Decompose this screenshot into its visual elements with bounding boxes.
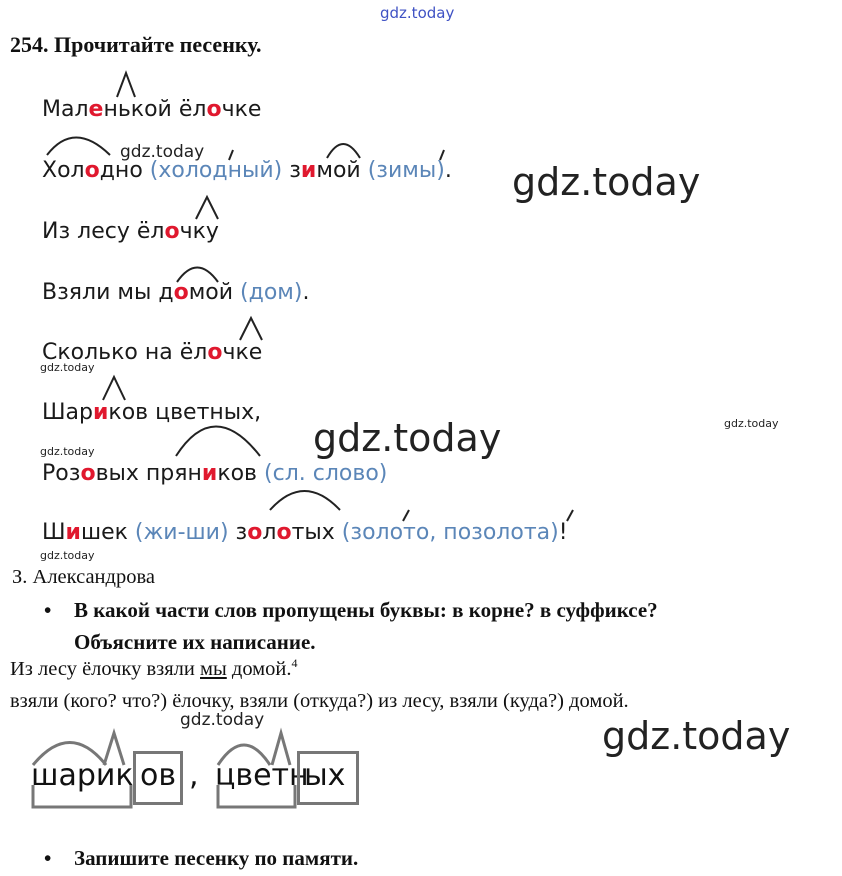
poem-line-3: Из лесу ёлочку <box>42 219 219 244</box>
poem-line-8: Шишек (жи-ши) золотых (золото, позолота)! <box>42 520 568 545</box>
poem-line-5: Сколько на ёлочке <box>42 340 263 365</box>
poem-line-1: Маленькой ёлочке <box>42 97 262 122</box>
poem-line-6: Шариков цветных, <box>42 400 262 425</box>
morpheme-word-2-root: цветн <box>215 758 309 793</box>
watermark-tiny-2: gdz.today <box>724 417 779 430</box>
watermark-tiny-3: gdz.today <box>40 445 95 458</box>
morpheme-word-1-root: шарик <box>31 758 134 793</box>
morpheme-comma: , <box>189 758 199 793</box>
watermark-tiny-4: gdz.today <box>40 549 95 562</box>
watermark-top: gdz.today <box>380 4 455 22</box>
watermark-large-2: gdz.today <box>313 416 502 460</box>
watermark-large-3: gdz.today <box>602 714 791 758</box>
analysis-sentence: Из лесу ёлочку взяли мы домой.$^4$ <box>10 656 298 680</box>
morpheme-word-1-ending: ов <box>140 758 177 793</box>
morpheme-word-2-ending: ых <box>304 758 346 793</box>
watermark-large-1: gdz.today <box>512 160 701 204</box>
question-2: • Запишите песенку по памяти. <box>44 846 359 870</box>
analysis-questions: взяли (кого? что?) ёлочку, взяли (откуда?) из лесу, взяли (куда?) домой. <box>10 690 629 712</box>
watermark-tiny-1: gdz.today <box>40 361 95 374</box>
task-title: 254. Прочитайте песенку. <box>10 32 262 57</box>
poem-author: З. Александрова <box>12 566 155 588</box>
watermark-small-2: gdz.today <box>180 710 265 730</box>
poem-line-4: Взяли мы домой (дом). <box>42 280 310 305</box>
question-1: • В какой части слов пропущены буквы: в корне? в суффиксе? Объясните их написание. <box>44 598 658 654</box>
watermark-small-1: gdz.today <box>120 142 205 162</box>
poem-line-2: Холодно (холодный) зимой (зимы). <box>42 158 452 183</box>
poem-line-7: Розовых пряников (сл. слово) <box>42 461 388 486</box>
